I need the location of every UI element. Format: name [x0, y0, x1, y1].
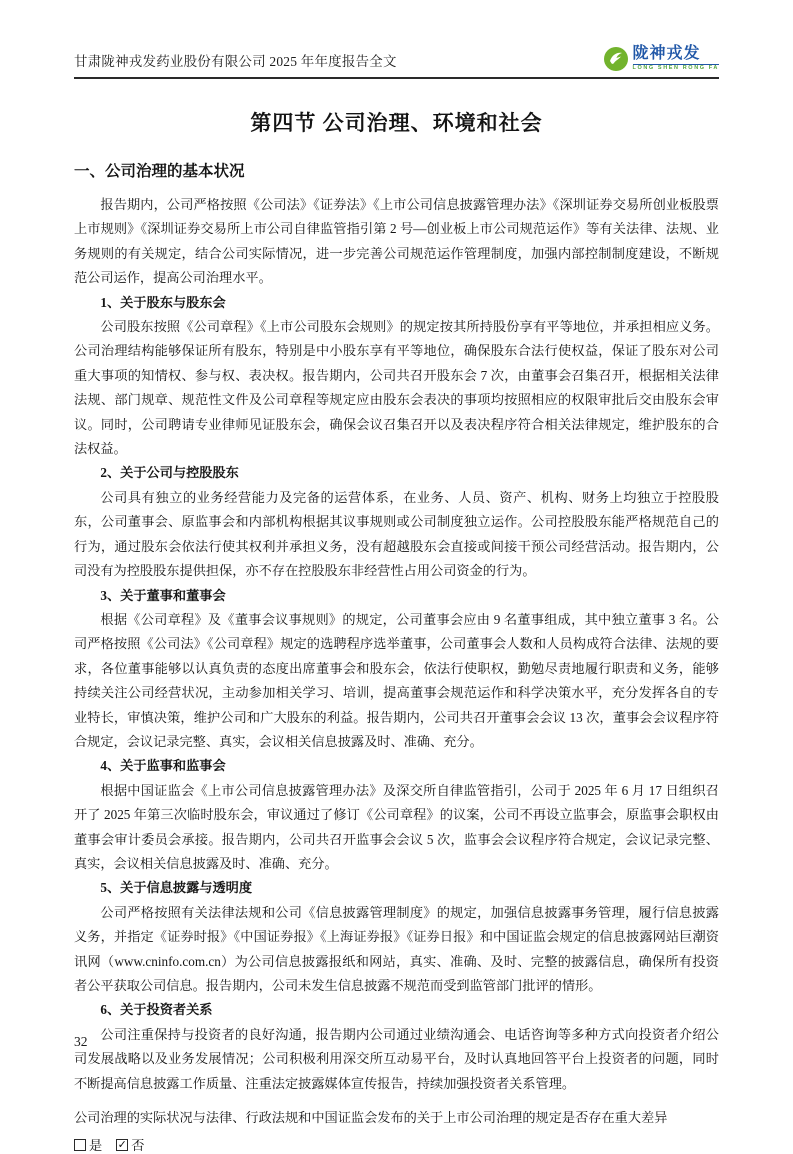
company-logo-name-en: LONG SHEN RONG FA: [632, 65, 719, 72]
subsection-heading-6: 6、关于投资者关系: [100, 1002, 213, 1018]
answer-label-no: 否: [131, 1138, 145, 1154]
checkbox-yes-unchecked-icon: [74, 1139, 86, 1151]
checkbox-no-checked-icon: ✓: [117, 1137, 127, 1151]
answer-option-yes: [74, 1135, 102, 1154]
answer-option-no: [116, 1135, 144, 1154]
page-header: [74, 46, 719, 79]
page-number: 32: [74, 1034, 88, 1049]
subsection-heading-3: 3、关于董事和董事会: [100, 587, 226, 603]
subsection-body-3: 根据《公司章程》及《董事会议事规则》的规定，公司董事会应由 9 名董事组成，其中独立董事 3 名。公司严格按照《公司法》《公司章程》规定的选聘程序选举董事，公司董事会人数和人员构成符合法律、法规的要求，各位董事能够以认真负责的态度出席董事会和股东会，依法行使职权，勤勉尽责地履行职责和义务，能够持续关注公司经营状况，主动参加相关学习、培训，提高董事会规范运作和科学决策水平，充分发挥各自的专业特长，审慎决策，维护公司和广大股东的利益。报告期内，公司共召开董事会会议 13 次，董事会会议程序符合规定，会议记录完整、真实，会议相关信息披露及时、准确、充分。: [74, 611, 719, 749]
answer-label-yes: 是: [89, 1138, 103, 1154]
subsection-heading-4: 4、关于监事和监事会: [100, 758, 226, 774]
compliance-answer-row: [74, 1135, 719, 1154]
subsection-body-5: 公司严格按照有关法律法规和公司《信息披露管理制度》的规定，加强信息披露事务管理，履行信息披露义务，并指定《证券时报》《中国证券报》《上海证券报》《证券日报》和中国证监会规定的信息披露网站巨潮资讯网（www.cninfo.com.cn）为公司信息披露报纸和网站，真实、准确、及时、完整的披露信息，确保所有投资者公平获取公司信息。报告期内，公司未发生信息披露不规范而受到监管部门批评的情形。: [74, 904, 719, 993]
subsection-body-4: 根据中国证监会《上市公司信息披露管理办法》及深交所自律监管指引，公司于 2025 年 6 月 17 日组织召开了 2025 年第三次临时股东会，审议通过了修订《公司章程》的议案，公司不再设立监事会，原监事会职权由董事会审计委员会承接。报告期内，公司共召开监事会会议 5 次，监事会会议程序符合规定，会议记录完整、真实，会议相关信息披露及时、准确、充分。: [74, 782, 719, 871]
subsection-body-1: 公司股东按照《公司章程》《上市公司股东会规则》的规定按其所持股份享有平等地位，并承担相应义务。公司治理结构能够保证所有股东，特别是中小股东享有平等地位，确保股东合法行使权益，保证了股东对公司重大事项的知情权、参与权、表决权。报告期内，公司共召开股东会 7 次，由董事会召集召开，根据相关法律法规、部门规章、规范性文件及公司章程等规定应由股东会表决的事项均按照相应的权限审批后交由股东会审议。同时，公司聘请专业律师见证股东会，确保会议召集召开以及表决程序符合相关法律规定，维护股东的合法权益。: [74, 319, 719, 457]
report-header-title: 甘肃陇神戎发药业股份有限公司 2025 年年度报告全文: [74, 54, 397, 69]
company-logo-text: [633, 46, 719, 72]
subsection-body-2: 公司具有独立的业务经营能力及完备的运营体系，在业务、人员、资产、机构、财务上均独立于控股股东，公司董事会、原监事会和内部机构根据其议事规则或公司制度独立运作。公司控股股东能严格规范自己的行为，通过股东会依法行使其权利并承担义务，没有超越股东会直接或间接干预公司经营活动。报告期内，公司没有为控股股东提供担保，亦不存在控股股东非经营性占用公司资金的行为。: [74, 489, 719, 579]
company-logo-name-cn: 陇神戎发: [632, 45, 701, 63]
subsection-heading-2: 2、关于公司与控股股东: [100, 465, 239, 481]
subsection-heading-1: 1、关于股东与股东会: [100, 294, 226, 310]
subsection-body-6: 公司注重保持与投资者的良好沟通，报告期内公司通过业绩沟通会、电话咨询等多种方式向投资者介绍公司发展战略以及业务发展情况；公司积极利用深交所互动易平台，及时认真地回答平台上投资者的问题，同时不断提高信息披露工作质量、注重法定披露媒体宣传报告，持续加强投资者关系管理。: [74, 1026, 719, 1091]
compliance-question: 公司治理的实际状况与法律、行政法规和中国证监会发布的关于上市公司治理的规定是否存在重大差异: [74, 1110, 668, 1126]
section-heading-governance-basics: 一、公司治理的基本状况: [74, 163, 245, 180]
subsection-heading-5: 5、关于信息披露与透明度: [100, 880, 253, 896]
company-logo-icon: [603, 46, 629, 72]
chapter-title: 第四节 公司治理、环境和社会: [250, 111, 543, 135]
company-logo: [603, 46, 719, 72]
intro-paragraph: 报告期内，公司严格按照《公司法》《证券法》《上市公司信息披露管理办法》《深圳证券交易所创业板股票上市规则》《深圳证券交易所上市公司自律监管指引第 2 号—创业板上市公司规范运作》等有关法律、法规、业务规则的有关规定，结合公司实际情况，进一步完善公司规范运作管理制度，加强内部控制制度建设，不断规范公司运作，提高公司治理水平。: [74, 197, 719, 286]
